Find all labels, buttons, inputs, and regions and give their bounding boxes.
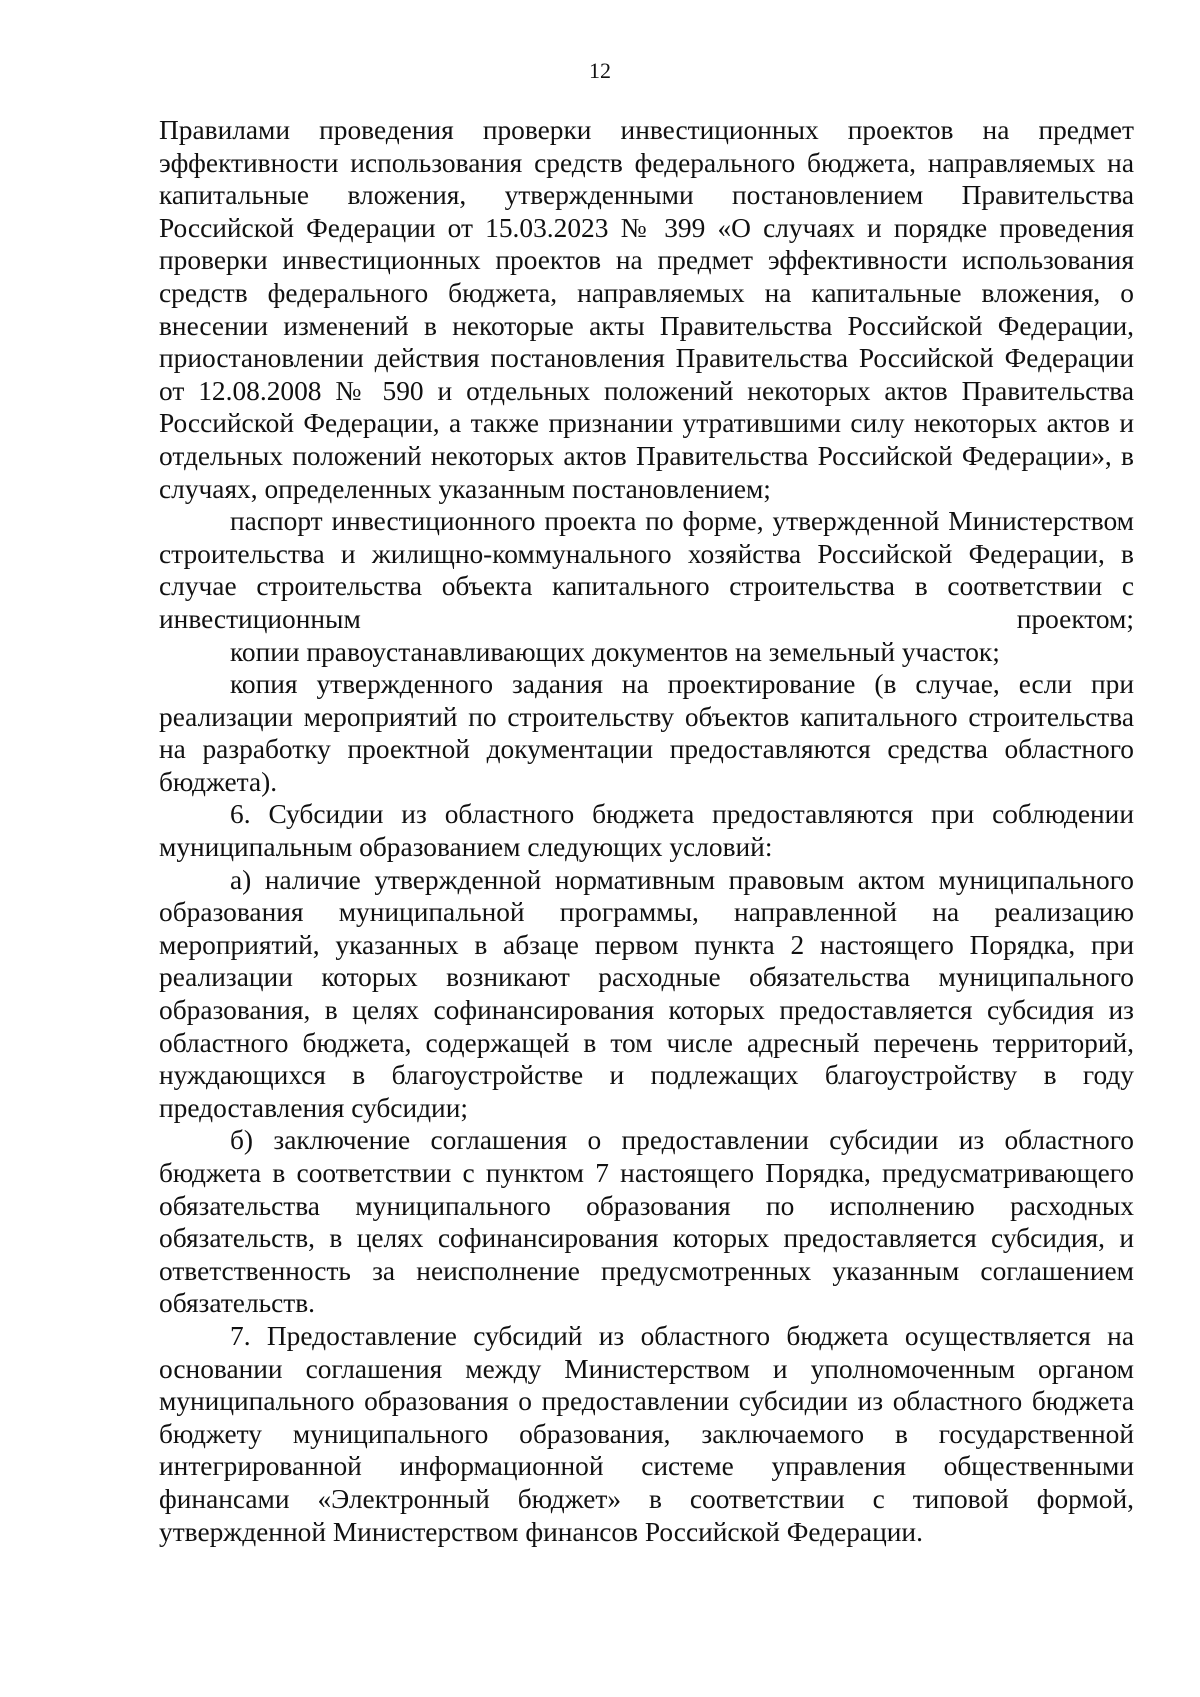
paragraph-section-7: 7. Предоставление субсидий из областного бюджета осуществляется на основании соглашения между Министерством и уполномоченным органом муниципального образования о предоставлении субсидии из областного бюджета бюджету муниципального образования, заключаемого в государственной интегрированной информационной системе управления общественными финансами «Электронный бюджет» в соответствии с типовой формой, утвержденной Министерством финансов Российской Федерации. bbox=[159, 1320, 1134, 1547]
paragraph-section-6: 6. Субсидии из областного бюджета предоставляются при соблюдении муниципальным образованием следующих условий: bbox=[159, 799, 1134, 863]
paragraph-investment-passport: паспорт инвестиционного проекта по форме, утвержденной Министерством строительства и жилищно-коммунального хозяйства Российской Федерации, в случае строительства объекта капитального строительства в соответствии с инвестиционным проектом; bbox=[159, 506, 1134, 634]
paragraph-rules-continuation: Правилами проведения проверки инвестиционных проектов на предмет эффективности использования средств федерального бюджета, направляемых на капитальные вложения, утвержденными постановлением Правительства Российской Федерации от 15.03.2023 № 399 «О случаях и порядке проведения проверки инвестиционных проектов на предмет эффективности использования средств федерального бюджета, направляемых на капитальные вложения, о внесении изменений в некоторые акты Правительства Российской Федерации, приостановлении действия постановления Правительства Российской Федерации от 12.08.2008 № 590 и отдельных положений некоторых актов Правительства Российской Федерации, а также признании утратившими силу некоторых актов и отдельных положений некоторых актов Правительства Российской Федерации», в случаях, определенных указанным постановлением; bbox=[159, 115, 1134, 504]
paragraph-condition-a: а) наличие утвержденной нормативным правовым актом муниципального образования муниципальной программы, направленной на реализацию мероприятий, указанных в абзаце первом пункта 2 настоящего Порядка, при реализации которых возникают расходные обязательства муниципального образования, в целях софинансирования которых предоставляется субсидия из областного бюджета, содержащей в том числе адресный перечень территорий, нуждающихся в благоустройстве и подлежащих благоустройству в году предоставления субсидии; bbox=[159, 864, 1134, 1123]
page-number: 12 bbox=[589, 58, 611, 83]
paragraph-condition-b: б) заключение соглашения о предоставлении субсидии из областного бюджета в соответствии с пунктом 7 настоящего Порядка, предусматривающего обязательства муниципального образования по исполнению расходных обязательств, в целях софинансирования которых предоставляется субсидия, и ответственность за неисполнение предусмотренных указанным соглашением обязательств. bbox=[159, 1125, 1134, 1319]
paragraph-design-assignment: копия утвержденного задания на проектирование (в случае, если при реализации мероприятий по строительству объектов капитального строительства на разработку проектной документации предоставляются средства областного бюджета). bbox=[159, 669, 1134, 797]
paragraph-land-documents: копии правоустанавливающих документов на земельный участок; bbox=[230, 636, 1000, 667]
document-body bbox=[159, 114, 1134, 1548]
